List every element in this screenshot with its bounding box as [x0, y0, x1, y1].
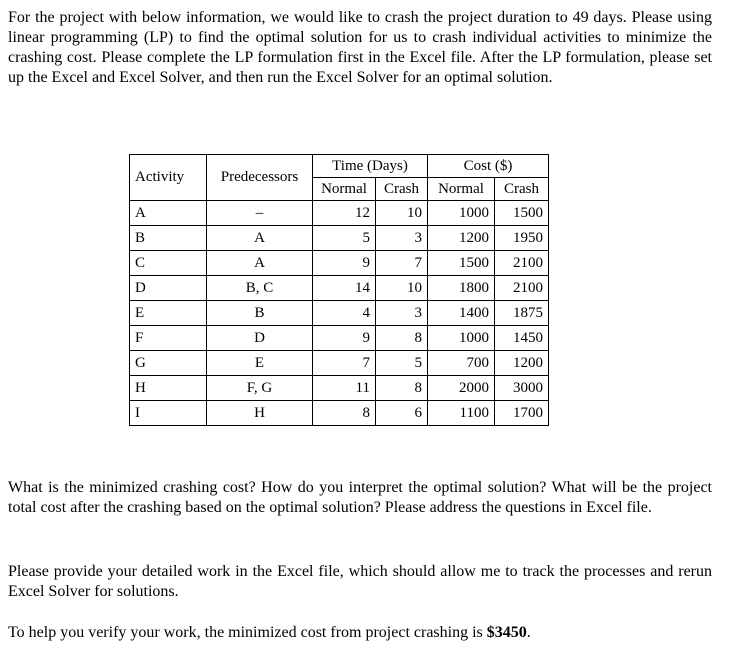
cell-normal-cost: 1500 — [428, 251, 495, 276]
cell-normal-time: 8 — [313, 401, 376, 426]
header-predecessors: Predecessors — [207, 155, 313, 201]
cell-normal-cost: 1400 — [428, 301, 495, 326]
cell-normal-time: 9 — [313, 251, 376, 276]
table-row — [130, 226, 549, 251]
header-crash-cost: Crash — [495, 178, 549, 201]
header-normal-time: Normal — [313, 178, 376, 201]
verify-suffix: . — [526, 624, 531, 641]
cell-crash-time: 5 — [376, 351, 428, 376]
cell-normal-cost: 1200 — [428, 226, 495, 251]
header-activity: Activity — [130, 155, 207, 201]
cell-crash-time: 8 — [376, 376, 428, 401]
cell-activity: D — [130, 276, 207, 301]
cell-activity: E — [130, 301, 207, 326]
cell-normal-cost: 700 — [428, 351, 495, 376]
cell-crash-time: 10 — [376, 276, 428, 301]
cell-normal-time: 11 — [313, 376, 376, 401]
cell-normal-time: 7 — [313, 351, 376, 376]
cell-crash-time: 10 — [376, 201, 428, 226]
cell-crash-time: 3 — [376, 226, 428, 251]
cell-predecessors: B, C — [207, 276, 313, 301]
header-normal-cost: Normal — [428, 178, 495, 201]
cell-predecessors: B — [207, 301, 313, 326]
cell-crash-time: 7 — [376, 251, 428, 276]
cell-crash-cost: 1950 — [495, 226, 549, 251]
cell-normal-cost: 2000 — [428, 376, 495, 401]
table-row — [130, 276, 549, 301]
verify-paragraph — [8, 623, 712, 643]
table-row — [130, 376, 549, 401]
cell-predecessors: H — [207, 401, 313, 426]
cell-crash-cost: 1875 — [495, 301, 549, 326]
cell-predecessors: E — [207, 351, 313, 376]
verify-prefix: To help you verify your work, the minimized cost from project crashing is — [8, 624, 487, 641]
cell-crash-cost: 2100 — [495, 276, 549, 301]
header-cost: Cost ($) — [428, 155, 549, 178]
cell-crash-time: 8 — [376, 326, 428, 351]
cell-normal-time: 4 — [313, 301, 376, 326]
cell-activity: I — [130, 401, 207, 426]
cell-activity: G — [130, 351, 207, 376]
cell-crash-cost: 1500 — [495, 201, 549, 226]
table-row — [130, 401, 549, 426]
cell-activity: B — [130, 226, 207, 251]
cell-normal-time: 12 — [313, 201, 376, 226]
cell-activity: C — [130, 251, 207, 276]
cell-crash-cost: 3000 — [495, 376, 549, 401]
cell-normal-cost: 1000 — [428, 326, 495, 351]
table-row — [130, 201, 549, 226]
cell-normal-time: 5 — [313, 226, 376, 251]
cell-predecessors: D — [207, 326, 313, 351]
cell-predecessors: F, G — [207, 376, 313, 401]
activity-table — [129, 154, 549, 426]
cell-activity: H — [130, 376, 207, 401]
table-row — [130, 301, 549, 326]
cell-crash-cost: 1700 — [495, 401, 549, 426]
cell-predecessors: A — [207, 251, 313, 276]
cell-normal-time: 14 — [313, 276, 376, 301]
cell-normal-cost: 1000 — [428, 201, 495, 226]
cell-crash-cost: 1200 — [495, 351, 549, 376]
cell-normal-cost: 1100 — [428, 401, 495, 426]
cell-crash-cost: 1450 — [495, 326, 549, 351]
header-crash-time: Crash — [376, 178, 428, 201]
instructions-paragraph: Please provide your detailed work in the Excel file, which should allow me to track the processes and rerun Excel Solver for solutions. — [8, 563, 712, 600]
intro-paragraph: For the project with below information, we would like to crash the project duration to 49 days. Please using linear programming (LP) to find the optimal solution for us to crash individual activities to minimize the crashing cost. Please complete the LP formulation first in the Excel file. After the LP formulation, please set up the Excel and Excel Solver, and then run the Excel Solver for an optimal solution. — [8, 9, 712, 86]
table-row — [130, 326, 549, 351]
table-row — [130, 351, 549, 376]
cell-crash-cost: 2100 — [495, 251, 549, 276]
cell-activity: F — [130, 326, 207, 351]
cell-predecessors: A — [207, 226, 313, 251]
header-time-days: Time (Days) — [313, 155, 428, 178]
cell-normal-cost: 1800 — [428, 276, 495, 301]
cell-crash-time: 6 — [376, 401, 428, 426]
cell-crash-time: 3 — [376, 301, 428, 326]
cell-normal-time: 9 — [313, 326, 376, 351]
verify-value: $3450 — [486, 624, 527, 641]
cell-predecessors: – — [207, 201, 313, 226]
cell-activity: A — [130, 201, 207, 226]
table-row — [130, 251, 549, 276]
question-paragraph: What is the minimized crashing cost? How do you interpret the optimal solution? What will be the project total cost after the crashing based on the optimal solution? Please address the questions in Excel file. — [8, 479, 712, 516]
